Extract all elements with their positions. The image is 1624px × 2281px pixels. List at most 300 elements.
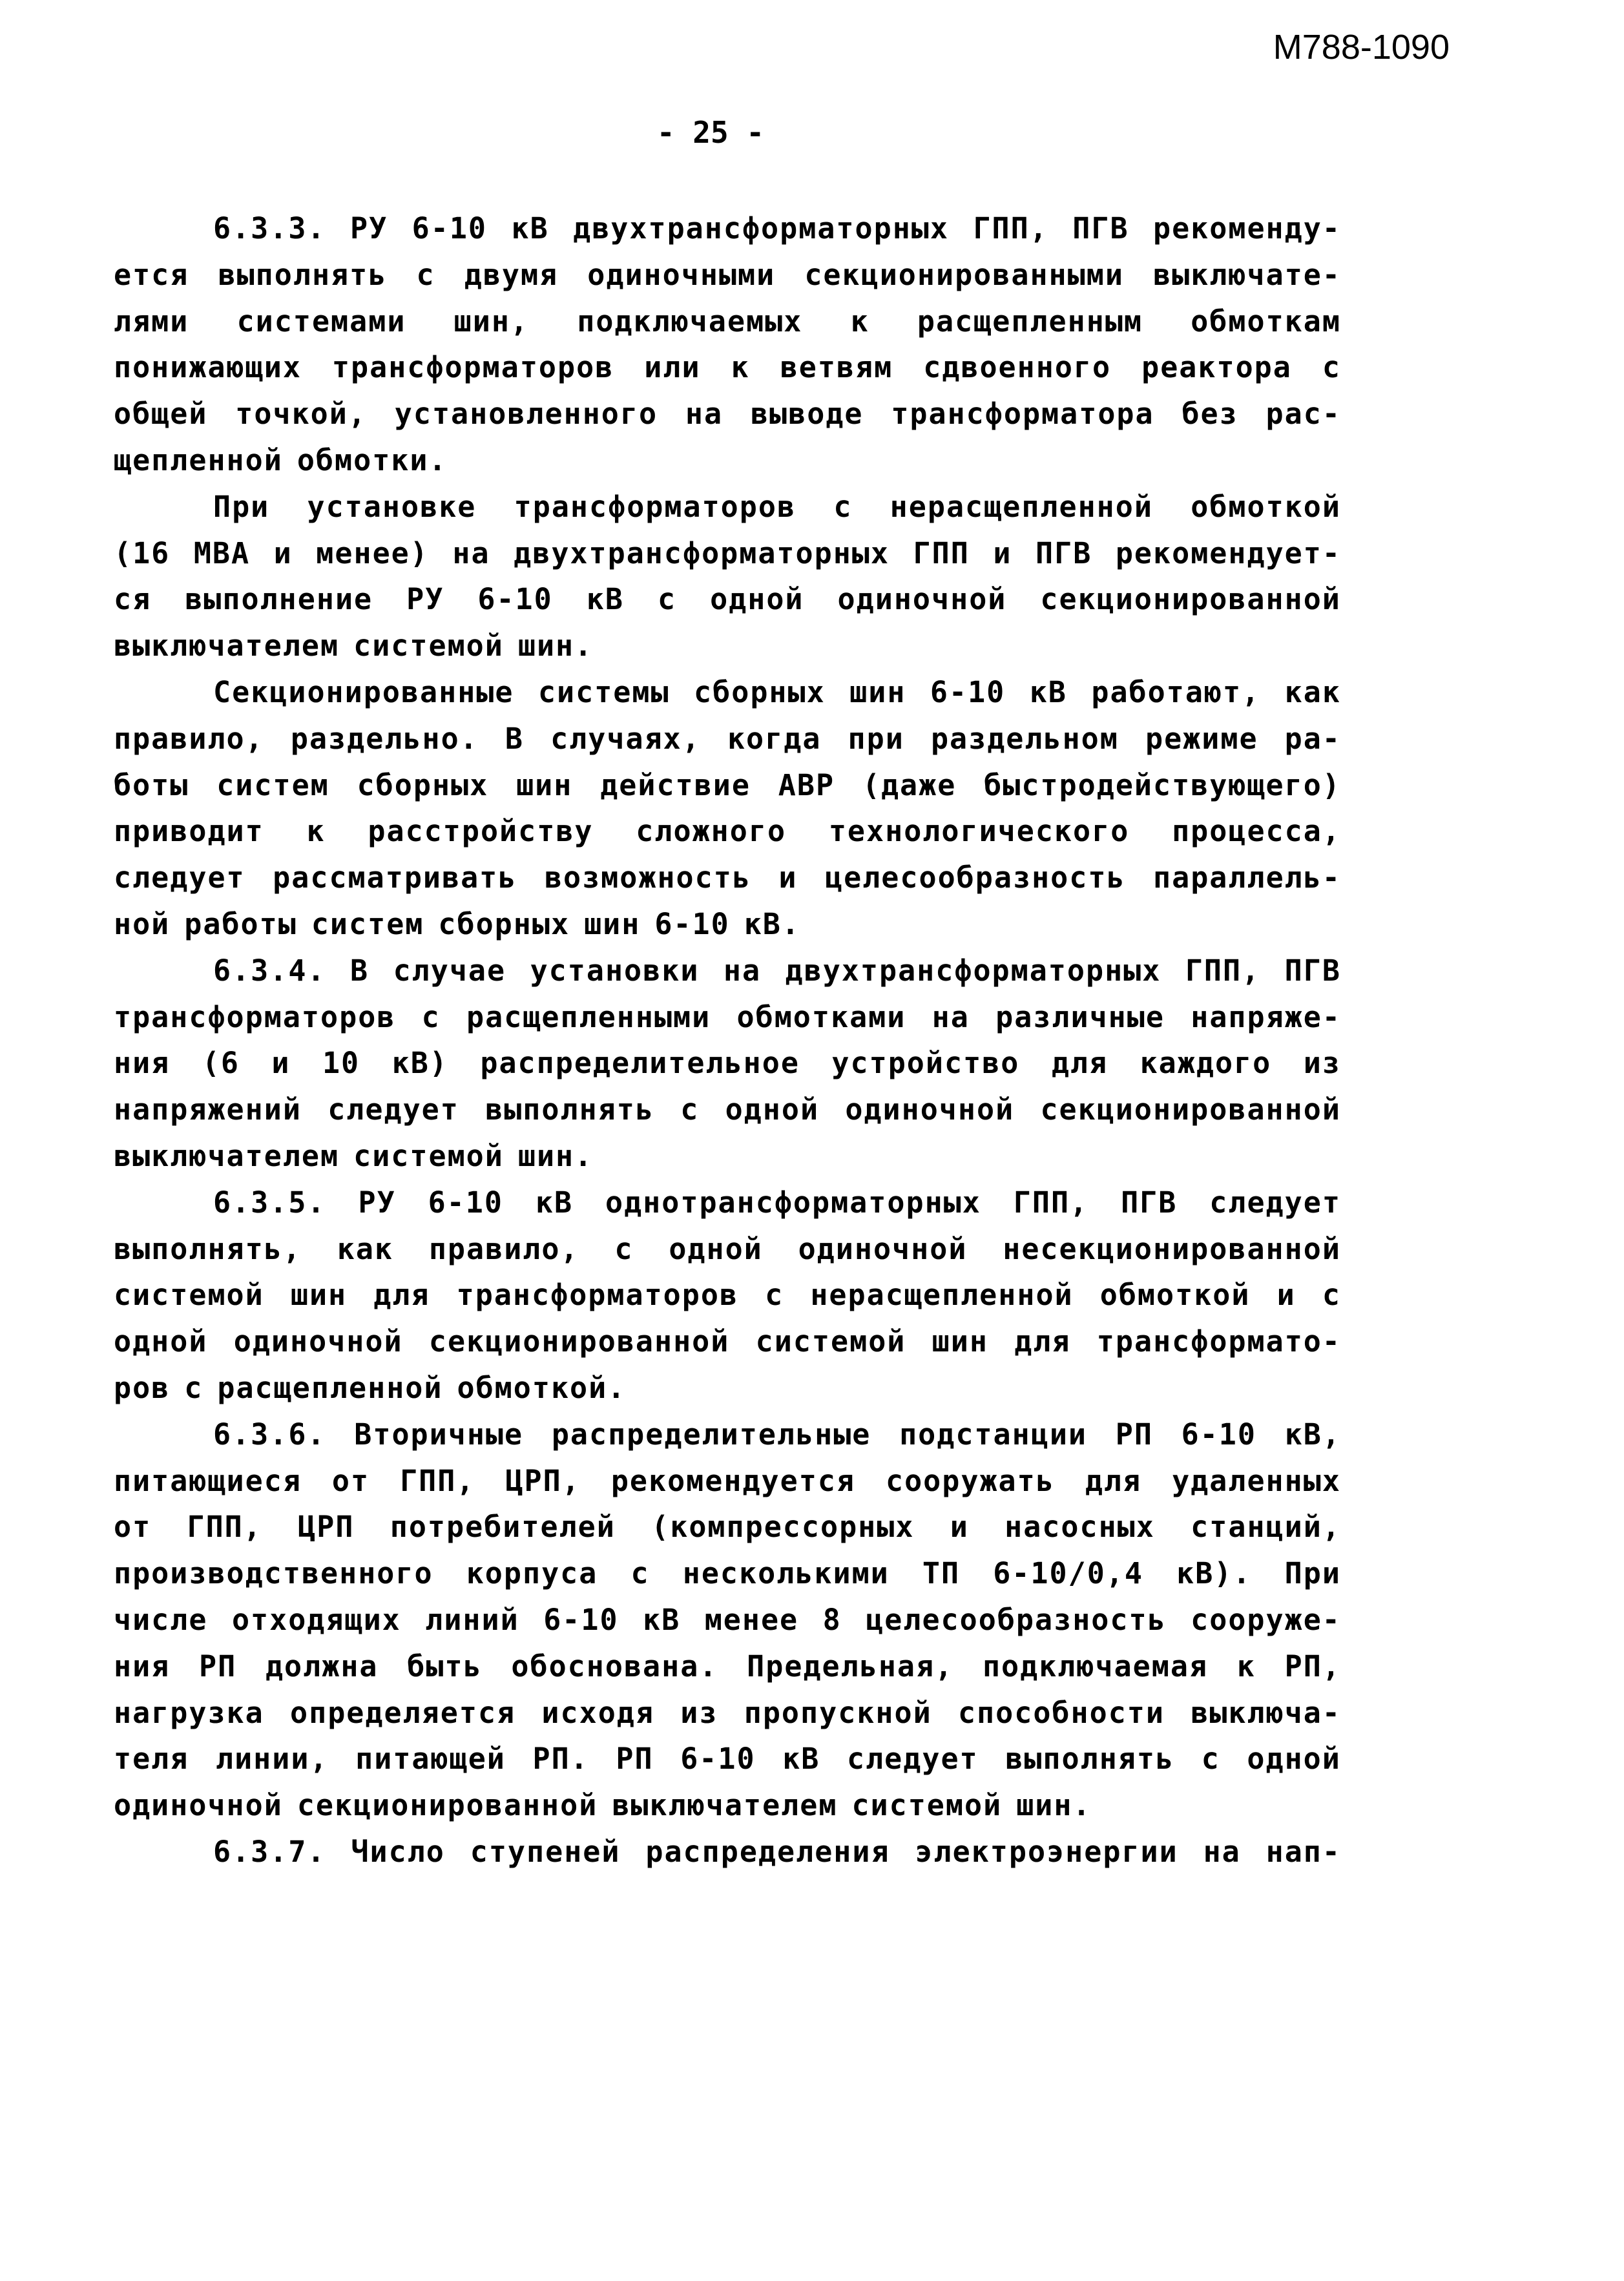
word: систем [311,906,424,941]
text-line [114,205,1341,252]
word: целесообразность [866,1602,1167,1637]
word: когда [727,721,822,756]
word: трансформаторов [456,1278,739,1313]
word: работают, [1091,674,1261,709]
word: ГПП, [400,1463,475,1498]
word: 6-10 [930,674,1006,709]
word: сооружать [886,1463,1055,1498]
word: ПГВ [1072,211,1129,245]
word: с [630,1556,650,1591]
text-line [114,1272,1341,1318]
word: менее [704,1602,799,1637]
word: подстанции [899,1417,1088,1452]
word: ров [114,1370,171,1405]
word: с [1201,1742,1220,1776]
word: системой [851,1788,1003,1823]
word: сборных [357,767,489,802]
word: однотрансформаторных [605,1185,981,1220]
word: для [1085,1463,1142,1498]
word: сборных [694,674,826,709]
word: корпуса [466,1556,598,1591]
word: кВ [511,211,549,245]
text-line [114,252,1341,298]
word: к [306,814,326,849]
word: выполнение [185,582,373,617]
word: нерасщепленной [890,489,1153,524]
word: способности [957,1695,1165,1730]
word: следует [328,1092,459,1127]
word: (компрессорных [651,1510,915,1545]
word: производственного [114,1556,433,1591]
word: следует [1209,1185,1341,1220]
word: РУ [350,211,388,245]
word: кВ [782,1742,820,1776]
word: ПГВ [1284,953,1341,988]
word: должна [265,1649,379,1683]
word: режиме [1145,721,1258,756]
word: питающей [355,1742,506,1776]
word: ется [114,257,189,292]
page-number: - 25 - [656,115,765,150]
word: пропускной [744,1695,932,1730]
word: лями [114,304,189,339]
text-line [114,391,1341,437]
word: без [1182,397,1238,432]
text-line [114,1736,1341,1782]
word: правило, [114,721,264,756]
text-line [114,1226,1341,1273]
word: шин [849,674,906,709]
word: от [114,1510,152,1545]
word: как [1284,674,1341,709]
text-line [114,576,1341,623]
word: ГПП, [1185,953,1261,988]
word: трансформатора [891,397,1154,432]
word: трансформаторов [114,999,396,1034]
word: электроэнергии [915,1834,1178,1869]
text-line [114,1365,1341,1411]
word: числе [114,1602,208,1637]
word: обмоткой [1099,1278,1251,1313]
word: действие [600,767,751,802]
text-line [114,1087,1341,1133]
word: 8 [822,1602,842,1637]
word: АВР [778,767,835,802]
word: РУ [358,1185,396,1220]
word: сложного [636,814,787,849]
word: приводит [114,814,264,849]
text-line [114,623,1341,669]
word: к [731,350,750,385]
word: ГПП, [187,1510,262,1545]
word: с [1322,1278,1341,1313]
word: установке [307,489,477,524]
word: ЦРП [298,1510,355,1545]
word: 6-10 [428,1185,503,1220]
word: ветвям [780,350,893,385]
word: станций, [1191,1510,1341,1545]
word: шин [584,906,641,941]
word: следует [846,1742,979,1776]
word: из [680,1695,718,1730]
document-code: М788-1090 [1273,28,1450,67]
word: случаях, [550,721,701,756]
word: с [657,582,677,617]
word: кВ [535,1185,574,1220]
word: потребителей [390,1510,616,1545]
text-line [114,994,1341,1041]
word: кВ, [1284,1417,1341,1452]
word: отходящих [231,1602,401,1637]
word: ступеней [470,1834,621,1869]
word: системой [755,1324,906,1359]
word: (даже [862,767,957,802]
word: случае [393,953,506,988]
word: одиночными [587,257,776,292]
word: выводе [750,397,864,432]
word: напряжений [114,1092,302,1127]
word: 6.3.6. [213,1417,326,1452]
word: При [1284,1556,1341,1591]
text-line [114,1133,1341,1180]
text-line [114,901,1341,948]
word: возможность [544,860,751,895]
word: общей [114,397,208,432]
word: с [680,1092,700,1127]
word: 6-10 [654,906,730,941]
word: кВ [586,582,624,617]
word: удаленных [1172,1463,1341,1498]
word: с [416,257,435,292]
word: распределительные [551,1417,871,1452]
word: ПГВ [1036,536,1092,570]
word: распределения [645,1834,890,1869]
word: При [213,489,270,524]
word: следует [114,860,245,895]
text-line [114,948,1341,994]
word: МВА [193,536,251,570]
word: кВ) [391,1046,448,1081]
word: шин [290,1278,348,1313]
word: сборных [438,906,570,941]
word: Секционированные [213,674,514,709]
text-line [114,1318,1341,1365]
word: расщепленными [466,999,711,1034]
word: шин [516,767,573,802]
word: для [1014,1324,1071,1359]
word: и [1276,1278,1296,1313]
word: (6 [202,1046,240,1081]
word: обоснована. [511,1649,718,1683]
text-line [114,530,1341,577]
word: Вторичные [354,1417,524,1452]
word: секционированной [1040,1092,1341,1127]
word: и [950,1510,969,1545]
word: РП [616,1742,654,1776]
word: кВ [1029,674,1067,709]
word: ЦРП, [505,1463,581,1498]
word: двухтрансформаторных [514,536,890,570]
word: кВ. [744,906,800,941]
word: одной [710,582,804,617]
word: рассматривать [273,860,517,895]
text-line [114,1690,1341,1736]
word: шин [932,1324,988,1359]
word: каждого [1140,1046,1272,1081]
word: нерасщепленной [810,1278,1074,1313]
word: 6-10 [680,1742,756,1776]
word: распределительное [480,1046,800,1081]
word: РУ [406,582,444,617]
word: линии, [215,1742,329,1776]
text-line [114,1458,1341,1505]
word: шин, [453,304,530,339]
word: к [1236,1649,1256,1683]
word: с [1322,350,1341,385]
word: РП [1115,1417,1153,1452]
word: Предельная, [747,1649,954,1683]
word: ПГВ [1121,1185,1178,1220]
word: (16 [114,536,171,570]
word: рас- [1265,397,1341,432]
word: 10 [322,1046,360,1081]
word: шин. [517,629,594,663]
word: от [331,1463,370,1498]
word: 6.3.4. [213,953,326,988]
text-line [114,762,1341,809]
word: боты [114,767,189,802]
document-body [114,205,1341,1875]
text-line [114,1411,1341,1458]
text-line [114,808,1341,855]
text-line [114,1597,1341,1643]
text-line [114,298,1341,345]
word: ся [114,582,152,617]
word: щепленной [114,443,283,477]
word: правило, [428,1231,579,1266]
word: на [1203,1834,1241,1869]
word: целесообразность [825,860,1126,895]
word: насосных [1005,1510,1155,1545]
word: двумя [464,257,559,292]
word: быстродействующего) [984,767,1341,802]
word: выполнять, [114,1231,302,1266]
word: трансформато- [1096,1324,1341,1359]
word: РП [199,1649,237,1683]
word: на [932,999,970,1034]
word: параллель- [1153,860,1341,895]
word: секционированной [297,1788,598,1823]
word: В [505,721,524,756]
word: подключаемая [982,1649,1209,1683]
word: Число [351,1834,445,1869]
word: ра- [1284,721,1341,756]
word: при [848,721,904,756]
word: работы [184,906,297,941]
word: расщепленной [217,1370,443,1405]
word: выключателем [114,1138,340,1173]
word: линий [425,1602,519,1637]
word: выключателем [114,629,340,663]
word: рекоменду- [1153,211,1341,245]
word: одиночной [845,1092,1015,1127]
text-line [114,1643,1341,1690]
word: обмоткой [1191,489,1341,524]
word: технологического [828,814,1130,849]
word: и [993,536,1012,570]
word: РП, [1284,1649,1341,1683]
word: выключа- [1191,1695,1341,1730]
word: с [833,489,853,524]
word: реактора [1141,350,1292,385]
word: одной [114,1324,208,1359]
word: раздельном [930,721,1119,756]
word: из [1303,1046,1341,1081]
word: обмотками [736,999,906,1034]
word: для [373,1278,430,1313]
word: различные [995,999,1165,1034]
word: устройство [831,1046,1020,1081]
word: одиночной [798,1231,968,1266]
word: выключате- [1153,257,1341,292]
word: сооруже- [1191,1602,1341,1637]
word: несекционированной [1003,1231,1341,1266]
word: с [184,1370,203,1405]
word: одной [725,1092,820,1127]
text-line [114,716,1341,762]
word: к [850,304,869,339]
word: ГПП, [1013,1185,1089,1220]
word: рекомендуется [610,1463,856,1498]
word: В [350,953,370,988]
word: сдвоенного [923,350,1112,385]
text-line [114,1829,1341,1875]
word: с [421,999,441,1034]
word: системой [114,1278,264,1313]
word: 6-10 [411,211,488,245]
word: теля [114,1742,189,1776]
word: определяется [290,1695,516,1730]
word: расстройству [368,814,594,849]
word: менее) [316,536,429,570]
word: кВ). [1176,1556,1252,1591]
word: установленного [394,397,658,432]
word: ГПП [913,536,970,570]
word: систем [216,767,329,802]
word: 6-10 [1181,1417,1256,1452]
word: трансформаторов [514,489,796,524]
text-line [114,1180,1341,1226]
text-line [114,1550,1341,1597]
word: РП. [532,1742,589,1776]
word: системой [353,629,504,663]
word: 6.3.5. [213,1185,326,1220]
word: ния [114,1046,171,1081]
text-line [114,437,1341,484]
word: обмоткам [1191,304,1341,339]
word: расщепленным [917,304,1143,339]
word: системами [236,304,406,339]
word: ной [114,906,171,941]
word: нап- [1265,1834,1341,1869]
word: выполнять [218,257,388,292]
word: и [273,536,293,570]
word: системой [353,1138,504,1173]
word: 6.3.7. [213,1834,326,1869]
word: процесса, [1172,814,1341,849]
word: раздельно. [290,721,479,756]
word: выполнять [1005,1742,1175,1776]
word: быть [407,1649,483,1683]
word: исходя [541,1695,654,1730]
word: трансформаторов [331,350,614,385]
word: нагрузка [114,1695,264,1730]
word: одиночной [837,582,1007,617]
text-line [114,669,1341,716]
word: на [685,397,724,432]
word: с [765,1278,784,1313]
word: и [778,860,798,895]
word: несколькими [682,1556,890,1591]
word: выключателем [612,1788,838,1823]
word: системы [537,674,670,709]
word: 6.3.3. [213,211,326,245]
word: 6-10 [543,1602,619,1637]
word: для [1051,1046,1109,1081]
word: напряже- [1191,999,1341,1034]
word: кВ [643,1602,681,1637]
word: двухтрансформаторных [785,953,1161,988]
word: ТП [922,1556,961,1591]
word: понижающих [114,350,302,385]
word: или [644,350,701,385]
word: подключаемых [577,304,803,339]
word: ния [114,1649,171,1683]
word: секционированной [428,1324,730,1359]
text-line [114,1504,1341,1550]
word: 6-10 [477,582,553,617]
text-line [114,855,1341,901]
word: одиночной [114,1788,283,1823]
word: установки [530,953,700,988]
word: двухтрансформаторных [573,211,949,245]
word: питающиеся [114,1463,302,1498]
word: одной [669,1231,763,1266]
text-line [114,344,1341,391]
word: на [452,536,490,570]
word: обмотки. [297,443,448,477]
word: одной [1247,1742,1341,1776]
word: на [723,953,762,988]
word: ГПП, [973,211,1048,245]
word: секционированными [804,257,1124,292]
word: и [271,1046,291,1081]
text-line [114,1040,1341,1087]
text-line [114,484,1341,530]
word: как [337,1231,394,1266]
text-line [114,1782,1341,1829]
word: шин. [1016,1788,1092,1823]
word: рекомендует- [1115,536,1341,570]
word: обмоткой. [457,1370,627,1405]
word: 6-10/0,4 [993,1556,1143,1591]
word: выполнять [485,1092,654,1127]
word: с [614,1231,634,1266]
word: шин. [517,1138,594,1173]
word: точкой, [235,397,367,432]
word: секционированной [1040,582,1341,617]
word: одиночной [233,1324,403,1359]
